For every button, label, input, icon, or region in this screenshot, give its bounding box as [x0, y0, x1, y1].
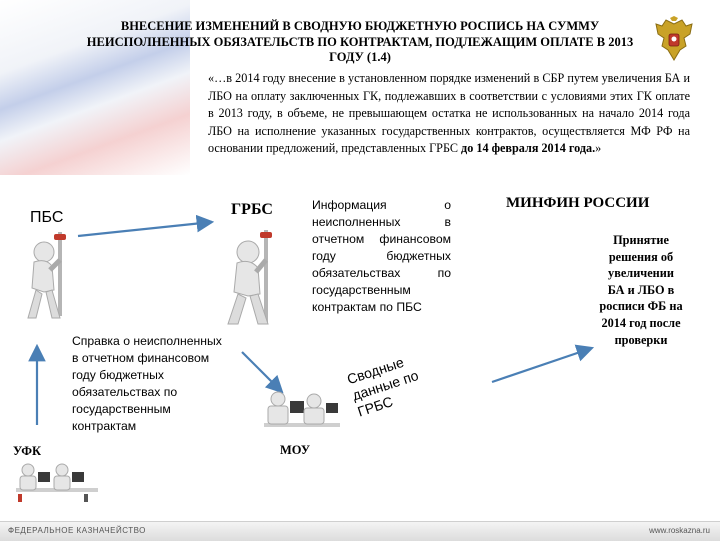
info-text: Информация о неисполненных в отчетном финансовом году бюджетных обязательствах по государственным контрактам по ПБС	[312, 198, 451, 314]
title-line-1: ВНЕСЕНИЕ ИЗМЕНЕНИЙ В СВОДНУЮ БЮДЖЕТНУЮ РОСПИСЬ НА СУММУ	[120, 19, 600, 33]
label-ufk: УФК	[13, 444, 42, 458]
footer-link[interactable]: www.roskazna.ru	[649, 526, 710, 535]
label-pbs: ПБС	[30, 209, 64, 226]
rotated-caption: Сводные данные по ГРБС	[345, 353, 421, 420]
arrow-mou-to-minfin	[492, 348, 592, 382]
label-mou: МОУ	[280, 443, 310, 457]
decision-text: Принятие решения об увеличении БА и ЛБО в росписи ФБ на 2014 год после проверки	[599, 233, 683, 347]
quote-deadline: до 14 февраля 2014 года.	[461, 141, 596, 156]
quote-text: «…в 2014 году внесение в установленном порядке изменений в СБР путем увеличения БА и ЛБО на оплату заключенных ГК, подлежавших в соответствии с условиями этих ГК оплате в 2013 году, в объеме, не превышающем остатка не использованных на начало 2014 года ЛБО на исполнение указанных государственных контрактов, осуществляется МФ РФ на основании предложений, представленных ГРБС	[208, 71, 690, 156]
worker-figure-icon	[18, 230, 80, 322]
footer-org: ФЕДЕРАЛЬНОЕ КАЗНАЧЕЙСТВО	[8, 526, 146, 535]
arrow-pbs-to-grbs	[78, 222, 212, 236]
quote-end: »	[595, 141, 602, 156]
worker-figure-icon	[220, 228, 290, 328]
label-minfin: МИНФИН РОССИИ	[506, 195, 650, 211]
spravka-text: Справка о неисполненных в отчетном финансовом году бюджетных обязательствах по государственным контрактам	[72, 334, 222, 433]
title-line-3: ГОДУ (1.4)	[329, 50, 391, 64]
computer-users-icon	[14, 458, 100, 506]
title-line-2: НЕИСПОЛНЕННЫХ ОБЯЗАТЕЛЬСТВ ПО КОНТРАКТАМ, ПОДЛЕЖАЩИМ ОПЛАТЕ В 2013	[86, 34, 634, 49]
computer-users-icon	[262, 383, 342, 439]
label-grbs: ГРБС	[231, 201, 273, 218]
